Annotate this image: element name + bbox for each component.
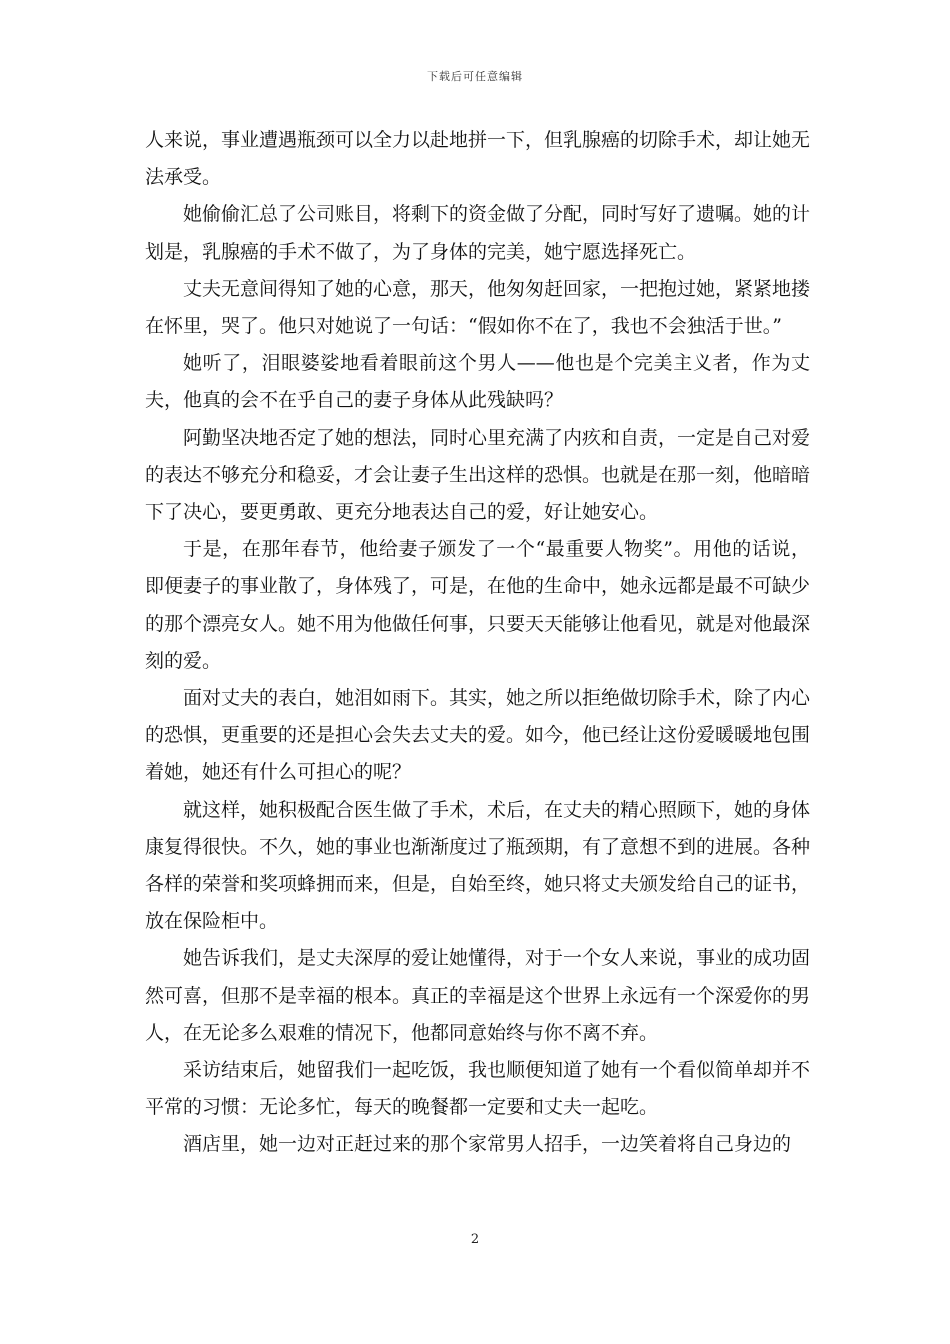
paragraph: 面对丈夫的表白，她泪如雨下。其实，她之所以拒绝做切除手术，除了内心的恐惧，更重要的还是担心会失去丈夫的爱。如今，他已经让这份爱暖暖地包围着她，她还有什么可担心的呢？ xyxy=(145,687,811,784)
body-text xyxy=(145,122,810,1164)
paragraph: 她听了，泪眼婆娑地看着眼前这个男人——他也是个完美主义者，作为丈夫，他真的会不在乎自己的妻子身体从此残缺吗？ xyxy=(145,352,810,412)
paragraph: 酒店里，她一边对正赶过来的那个家常男人招手，一边笑着将自己身边的 xyxy=(183,1133,792,1156)
paragraph: 采访结束后，她留我们一起吃饭，我也顺便知道了她有一个看似简单却并不平常的习惯：无论多忙，每天的晚餐都一定要和丈夫一起吃。 xyxy=(145,1059,811,1119)
page-number: 2 xyxy=(470,1232,480,1247)
paragraph: 她告诉我们，是丈夫深厚的爱让她懂得，对于一个女人来说，事业的成功固然可喜，但那不是幸福的根本。真正的幸福是这个世界上永远有一个深爱你的男人，在无论多么艰难的情况下，他都同意始终与你不离不弃。 xyxy=(145,947,811,1044)
paragraph: 于是，在那年春节，他给妻子颁发了一个“最重要人物奖”。用他的话说，即便妻子的事业散了，身体残了，可是，在他的生命中，她永远都是最不可缺少的那个漂亮女人。她不用为他做任何事，只要天天能够让他看见，就是对他最深刻的爱。 xyxy=(145,538,811,672)
paragraph: 人来说，事业遭遇瓶颈可以全力以赴地拼一下，但乳腺癌的切除手术，却让她无法承受。 xyxy=(145,129,811,189)
paragraph: 她偷偷汇总了公司账目，将剩下的资金做了分配，同时写好了遗嘱。她的计划是，乳腺癌的手术不做了，为了身体的完美，她宁愿选择死亡。 xyxy=(145,203,811,263)
page-header: 下载后可任意编辑 xyxy=(427,70,523,83)
paragraph: 阿勤坚决地否定了她的想法，同时心里充满了内疚和自责，一定是自己对爱的表达不够充分和稳妥，才会让妻子生出这样的恐惧。也就是在那一刻，他暗暗下了决心，要更勇敢、更充分地表达自己的爱，好让她安心。 xyxy=(145,426,811,524)
paragraph: 就这样，她积极配合医生做了手术，术后，在丈夫的精心照顾下，她的身体康复得很快。不久，她的事业也渐渐度过了瓶颈期，有了意想不到的进展。各种各样的荣誉和奖项蜂拥而来，但是，自始至终，她只将丈夫颁发给自己的证书，放在保险柜中。 xyxy=(145,798,811,933)
paragraph: 丈夫无意间得知了她的心意，那天，他匆匆赶回家，一把抱过她，紧紧地搂在怀里，哭了。他只对她说了一句话：“假如你不在了，我也不会独活于世。” xyxy=(145,277,811,338)
